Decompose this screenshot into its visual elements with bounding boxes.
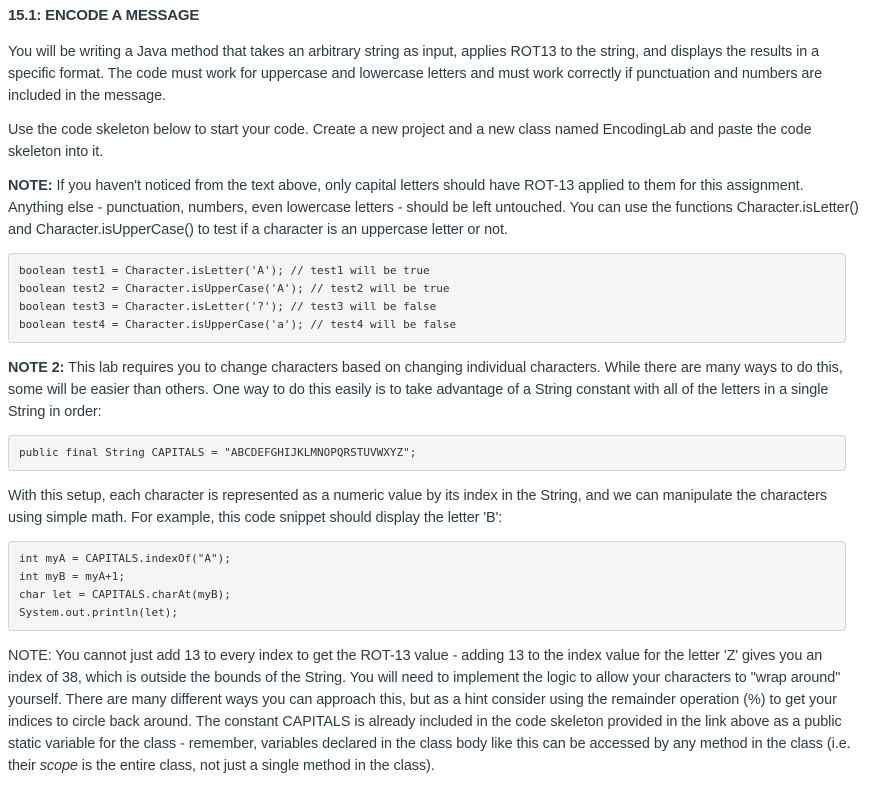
- code-line: boolean test2 = Character.isUpperCase('A'); // test2 will be true: [19, 282, 450, 295]
- code-line: System.out.println(let);: [19, 606, 178, 619]
- code-line: int myA = CAPITALS.indexOf("A");: [19, 552, 231, 565]
- note-3-text: NOTE: You cannot just add 13 to every index to get the ROT-13 value - adding 13 to the index value for the letter 'Z' gives you an index of 38, which is outside the bounds of the String. You will need to implement the logic to allow your characters to "wrap around" yourself. There are many different ways you can approach this, but as a hint consider using the remainder operation (%) to get your indices to circle back around. The constant CAPITALS is already included in the code skeleton provided in the link above as a public static variable for the class - remember, variables declared in the class body like this can be accessed by any method in the class (i.e. their: [8, 648, 851, 774]
- setup-paragraph: With this setup, each character is represented as a numeric value by its index in the String, and we can manipulate the characters using simple math. For example, this code snippet should display the letter 'B':: [8, 488, 827, 526]
- code-line: char let = CAPITALS.charAt(myB);: [19, 588, 231, 601]
- note-1-label: NOTE:: [8, 178, 53, 194]
- code-block-example-snippet: [8, 541, 846, 631]
- code-block-capitals-constant: [8, 435, 846, 471]
- note-2-label: NOTE 2:: [8, 360, 65, 376]
- note-3-text-end: is the entire class, not just a single method in the class).: [77, 758, 435, 774]
- code-line: boolean test4 = Character.isUpperCase('a'); // test4 will be false: [19, 318, 457, 331]
- code-line: boolean test3 = Character.isLetter('?'); // test3 will be false: [19, 300, 437, 313]
- skeleton-paragraph: Use the code skeleton below to start your code. Create a new project and a new class named EncodingLab and paste the code skeleton into it.: [8, 122, 812, 160]
- code-line: int myB = myA+1;: [19, 570, 125, 583]
- note-3-italic: scope: [39, 758, 78, 774]
- note-1-text: If you haven't noticed from the text above, only capital letters should have ROT-13 applied to them for this assignment. Anything else - punctuation, numbers, even lowercase letters - should be left untouched. You can use the functions Character.isLetter() and Character.isUpperCase() to test if a character is an uppercase letter or not.: [8, 178, 859, 238]
- code-line: boolean test1 = Character.isLetter('A'); // test1 will be true: [19, 264, 430, 277]
- intro-paragraph: You will be writing a Java method that takes an arbitrary string as input, applies ROT13 to the string, and displays the results in a specific format. The code must work for uppercase and lowercase letters and must work correctly if punctuation and numbers are included in the message.: [8, 44, 823, 104]
- code-line: public final String CAPITALS = "ABCDEFGHIJKLMNOPQRSTUVWXYZ";: [19, 446, 417, 459]
- page-title: 15.1: ENCODE A MESSAGE: [8, 7, 200, 24]
- note-3-paragraph: [8, 645, 860, 777]
- note-2-paragraph: [8, 357, 860, 423]
- code-block-character-tests: [8, 253, 846, 343]
- note-1-paragraph: [8, 175, 860, 241]
- note-2-text: This lab requires you to change characters based on changing individual characters. While there are many ways to do this, some will be easier than others. One way to do this easily is to take advantage of a String constant with all of the letters in a single String in order:: [8, 360, 843, 420]
